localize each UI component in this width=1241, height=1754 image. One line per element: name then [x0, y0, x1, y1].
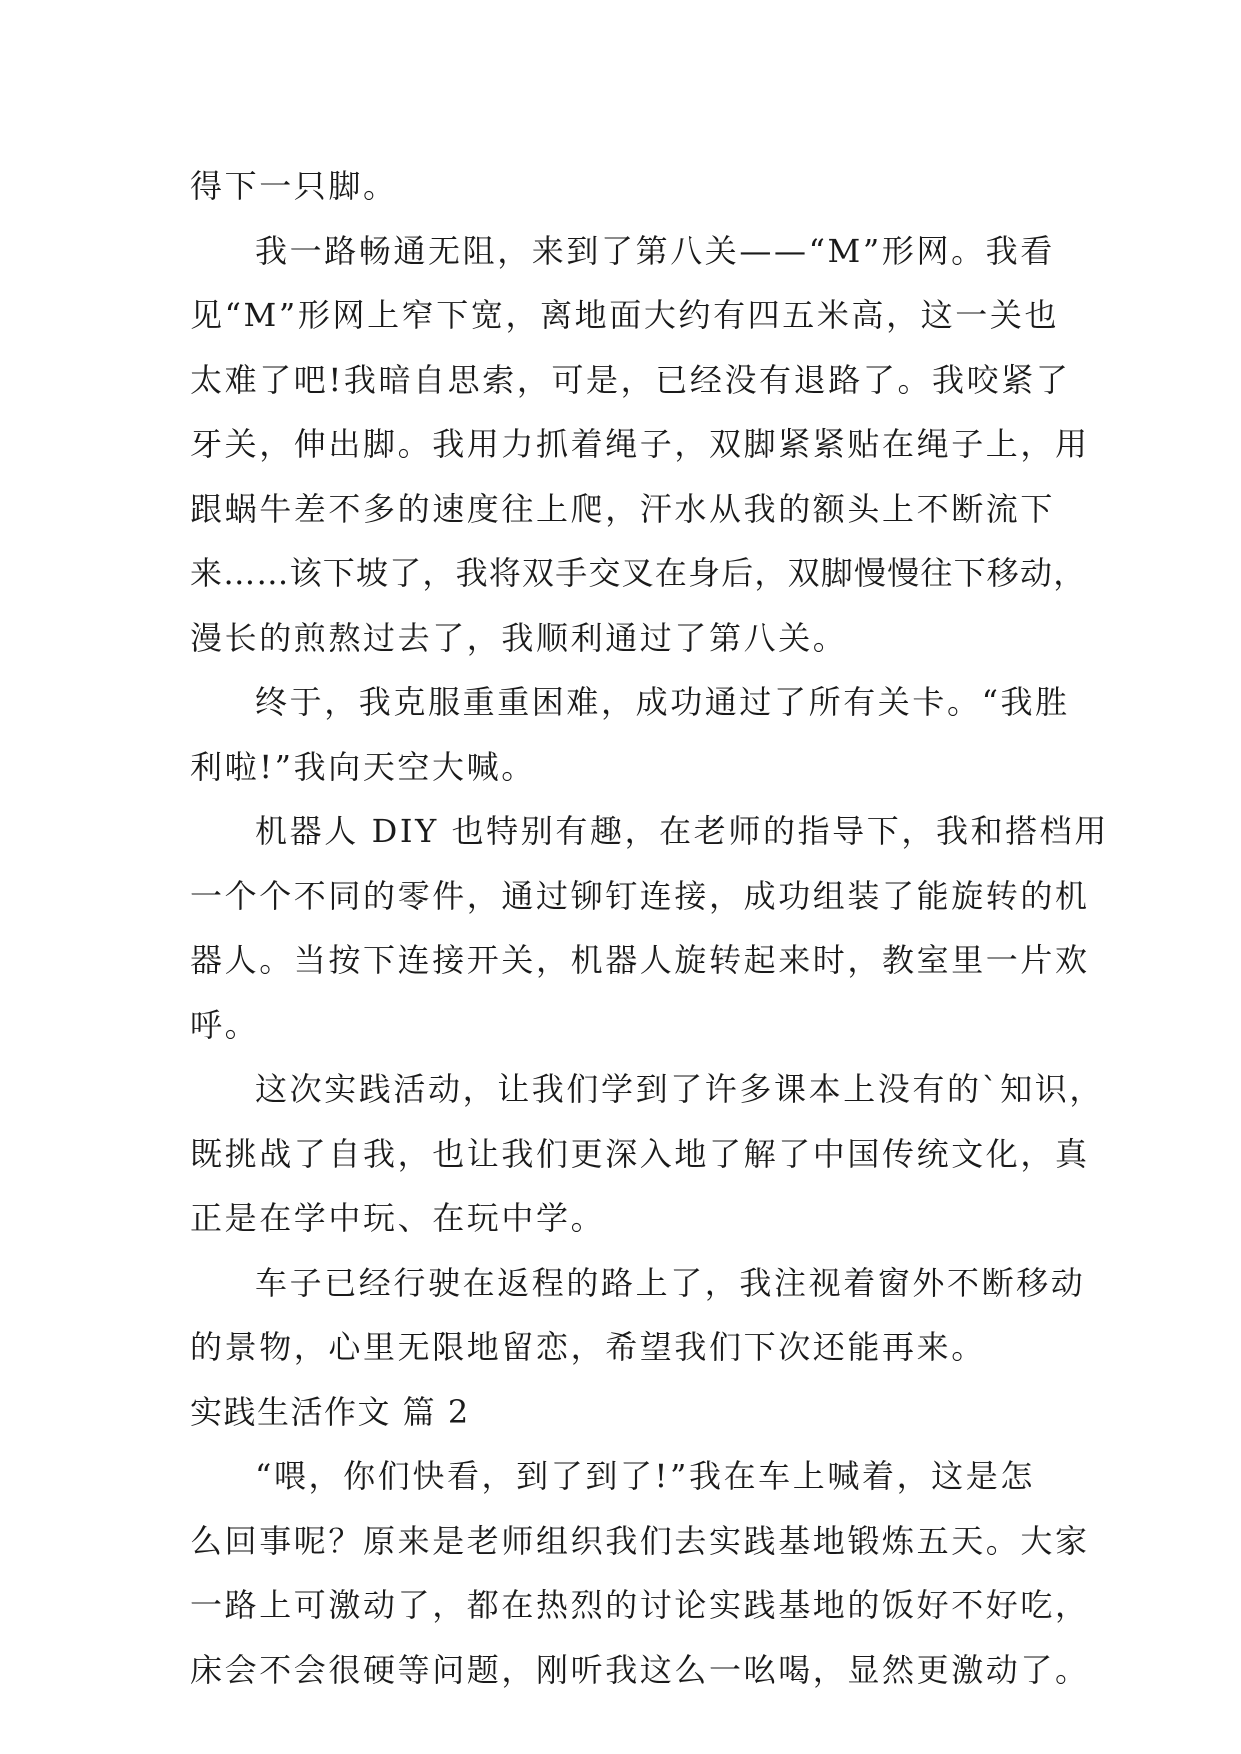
paragraph-line: 一路上可激动了，都在热烈的讨论实践基地的饭好不好吃，: [190, 1586, 1090, 1624]
paragraph-line: 漫长的煎熬过去了，我顺利通过了第八关。: [190, 618, 848, 657]
paragraph-line: 跟蜗牛差不多的速度往上爬，汗水从我的额头上不断流下: [190, 489, 1056, 528]
paragraph-line: 这次实践活动，让我们学到了许多课本上没有的`知识，: [255, 1070, 1105, 1108]
paragraph-line: 见“M”形网上窄下宽，离地面大约有四五米高，这一关也: [190, 296, 1060, 334]
paragraph-line: 利啦!”我向天空大喊。: [190, 747, 536, 786]
paragraph-line: “喂，你们快看，到了到了!”我在车上喊着，这是怎: [255, 1457, 1035, 1495]
paragraph-line: 我一路畅通无阻，来到了第八关——“M”形网。我看: [255, 231, 1055, 270]
paragraph-line: 车子已经行驶在返程的路上了，我注视着窗外不断移动: [255, 1263, 1086, 1302]
paragraph-line: 正是在学中玩、在玩中学。: [190, 1199, 606, 1237]
article-body: [190, 154, 1109, 1702]
paragraph-line: 来……该下坡了，我将双手交叉在身后，双脚慢慢往下移动，: [190, 554, 1087, 592]
paragraph-line: 终于，我克服重重困难，成功通过了所有关卡。“我胜: [255, 683, 1070, 721]
paragraph-line: 的景物，心里无限地留恋，希望我们下次还能再来。: [190, 1328, 986, 1366]
paragraph-line: 床会不会很硬等问题，刚听我这么一吆喝，显然更激动了。: [190, 1650, 1090, 1689]
paragraph-line: 么回事呢？原来是老师组织我们去实践基地锻炼五天。大家: [190, 1521, 1090, 1560]
paragraph-line: 得下一只脚。: [190, 167, 398, 205]
paragraph-line: 呼。: [190, 1005, 260, 1044]
paragraph-line: 器人。当按下连接开关，机器人旋转起来时，教室里一片欢: [190, 941, 1090, 979]
paragraph-line: 牙关，伸出脚。我用力抓着绳子，双脚紧紧贴在绳子上，用: [190, 425, 1090, 463]
paragraph-line: 机器人 DIY 也特别有趣，在老师的指导下，我和搭档用: [255, 812, 1109, 850]
section-heading: 实践生活作文 篇 2: [190, 1392, 470, 1431]
paragraph-line: 一个个不同的零件，通过铆钉连接，成功组装了能旋转的机: [190, 876, 1090, 915]
paragraph-line: 既挑战了自我，也让我们更深入地了解了中国传统文化，真: [190, 1134, 1090, 1173]
paragraph-line: 太难了吧!我暗自思索，可是，已经没有退路了。我咬紧了: [190, 360, 1071, 399]
